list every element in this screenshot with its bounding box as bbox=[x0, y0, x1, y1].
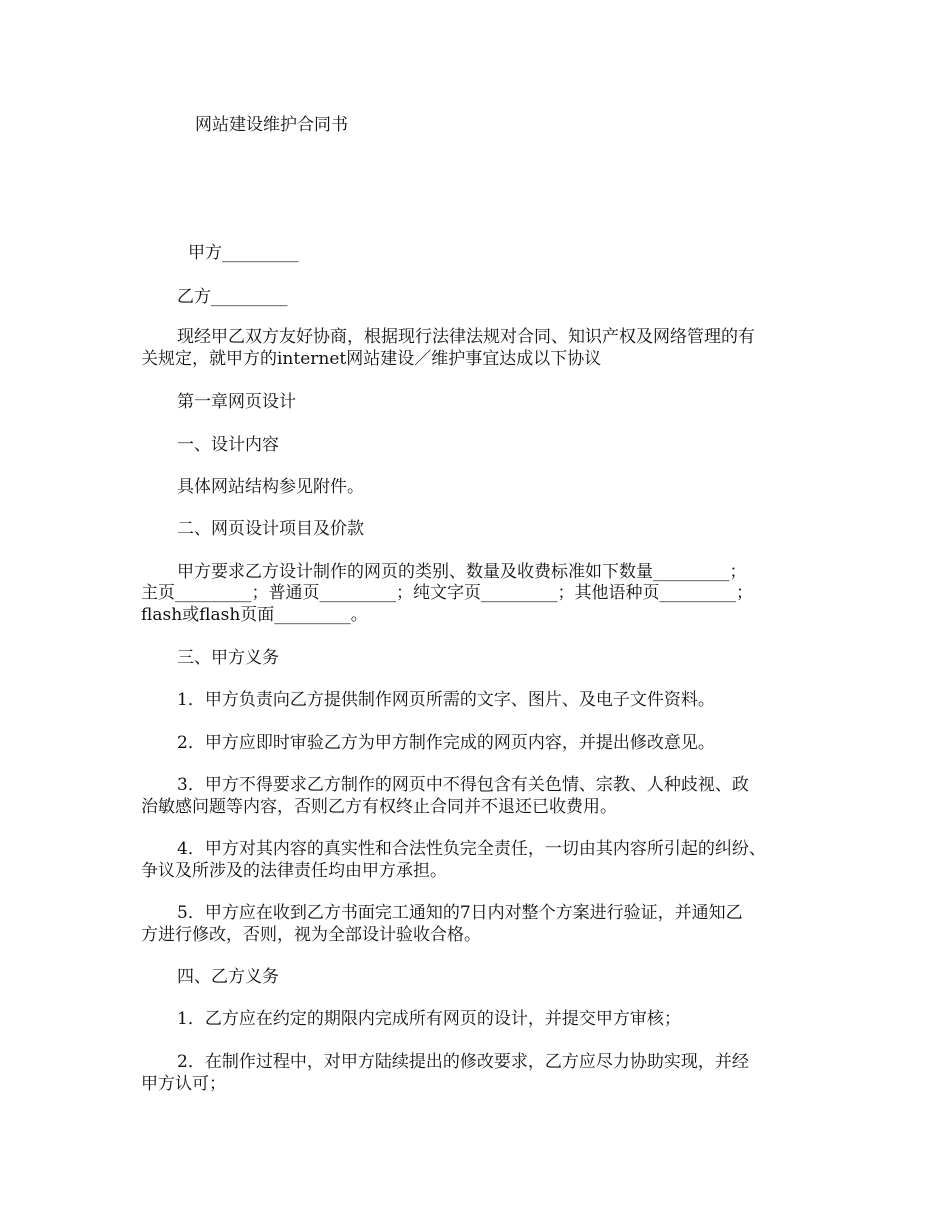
items-price-line-1: 甲方要求乙方设计制作的网页的类别、数量及收费标准如下数量_________； bbox=[177, 562, 747, 582]
party-a-duty-5-line-1: 5．甲方应在收到乙方书面完工通知的7日内对整个方案进行验证，并通知乙 bbox=[177, 903, 743, 923]
items-price-line-3: flash或flash页面_________。 bbox=[141, 605, 368, 625]
party-b-field: 乙方_________ bbox=[177, 287, 288, 307]
party-a-duty-5-line-2: 方进行修改，否则，视为全部设计验收合格。 bbox=[141, 925, 481, 945]
party-a-field: 甲方_________ bbox=[188, 243, 299, 263]
party-b-duty-1: 1．乙方应在约定的期限内完成所有网页的设计，并提交甲方审核； bbox=[177, 1009, 681, 1029]
party-a-duty-3-line-1: 3．甲方不得要求乙方制作的网页中不得包含有关色情、宗教、人种歧视、政 bbox=[177, 775, 749, 795]
party-b-duty-2-line-2: 甲方认可； bbox=[141, 1074, 226, 1094]
chapter-heading: 第一章网页设计 bbox=[177, 392, 296, 412]
section-heading-design-content: 一、设计内容 bbox=[177, 435, 279, 455]
intro-line-2: 关规定，就甲方的internet网站建设／维护事宜达成以下协议 bbox=[141, 349, 602, 369]
document-title: 网站建设维护合同书 bbox=[195, 115, 348, 135]
section-heading-items-price: 二、网页设计项目及价款 bbox=[177, 519, 364, 539]
party-a-duty-3-line-2: 治敏感问题等内容，否则乙方有权终止合同并不退还已收费用。 bbox=[141, 797, 617, 817]
section-text-design-content: 具体网站结构参见附件。 bbox=[177, 477, 364, 497]
party-b-duty-2-line-1: 2．在制作过程中，对甲方陆续提出的修改要求，乙方应尽力协助实现，并经 bbox=[177, 1052, 749, 1072]
intro-line-1: 现经甲乙双方友好协商，根据现行法律法规对合同、知识产权及网络管理的有 bbox=[177, 327, 755, 347]
party-a-duty-1: 1．甲方负责向乙方提供制作网页所需的文字、图片、及电子文件资料。 bbox=[177, 690, 715, 710]
party-a-duty-4-line-1: 4．甲方对其内容的真实性和合法性负完全责任，一切由其内容所引起的纠纷、 bbox=[177, 839, 766, 859]
party-a-duty-4-line-2: 争议及所涉及的法律责任均由甲方承担。 bbox=[141, 861, 447, 881]
section-heading-party-b-duties: 四、乙方义务 bbox=[177, 967, 279, 987]
section-heading-party-a-duties: 三、甲方义务 bbox=[177, 648, 279, 668]
items-price-line-2: 主页_________；普通页_________；纯文字页_________；其他语种页_________； bbox=[141, 583, 753, 603]
party-a-duty-2: 2．甲方应即时审验乙方为甲方制作完成的网页内容，并提出修改意见。 bbox=[177, 733, 715, 753]
